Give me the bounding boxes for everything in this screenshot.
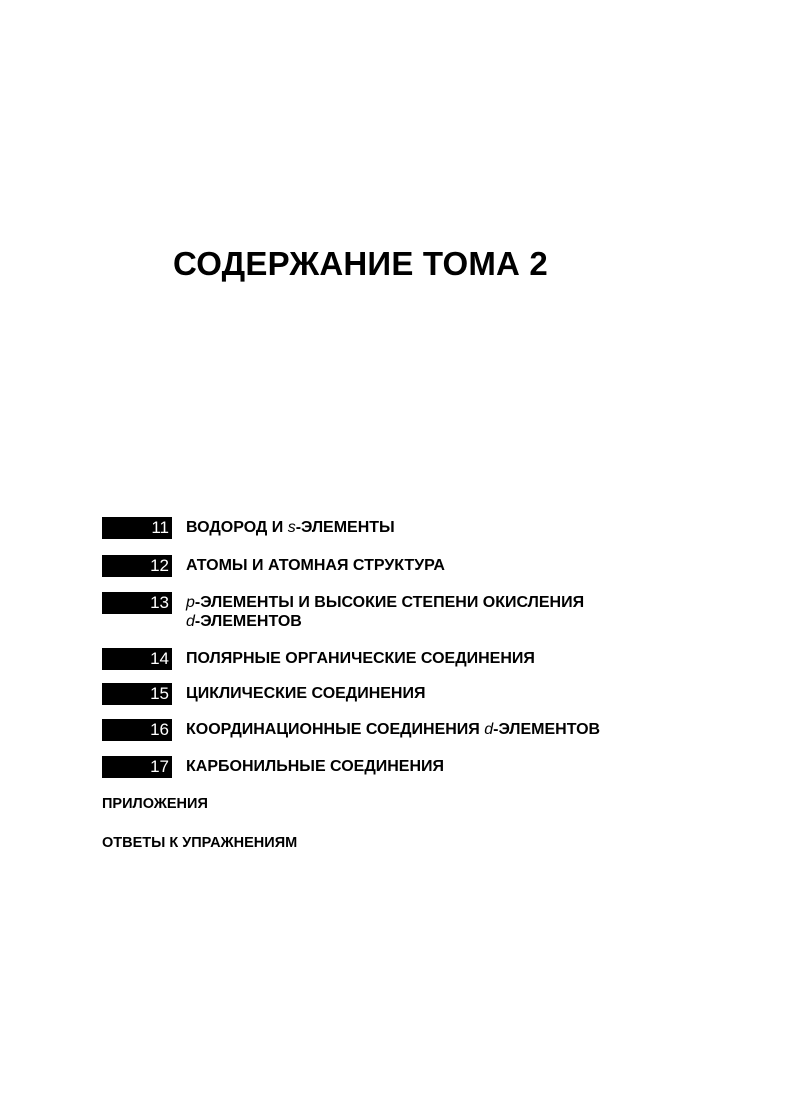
chapter-title[interactable]: ЦИКЛИЧЕСКИЕ СОЕДИНЕНИЯ <box>186 685 426 702</box>
chapter-title[interactable]: КООРДИНАЦИОННЫЕ СОЕДИНЕНИЯ d-ЭЛЕМЕНТОВ <box>186 721 601 738</box>
chapter-number-badge: 16 <box>102 719 172 741</box>
toc-entry-appendices[interactable]: ПРИЛОЖЕНИЯ <box>102 796 208 812</box>
chapter-number-badge: 15 <box>102 683 172 705</box>
chapter-title-line-1[interactable]: p-ЭЛЕМЕНТЫ И ВЫСОКИЕ СТЕПЕНИ ОКИСЛЕНИЯ <box>186 594 585 611</box>
chapter-title[interactable]: ПОЛЯРНЫЕ ОРГАНИЧЕСКИЕ СОЕДИНЕНИЯ <box>186 650 535 667</box>
chapter-title[interactable]: КАРБОНИЛЬНЫЕ СОЕДИНЕНИЯ <box>186 758 445 775</box>
chapter-number-badge: 12 <box>102 555 172 577</box>
page-title: СОДЕРЖАНИЕ ТОМА 2 <box>173 245 548 282</box>
chapter-number-badge: 17 <box>102 756 172 778</box>
chapter-title-line-2[interactable]: d-ЭЛЕМЕНТОВ <box>186 613 302 630</box>
chapter-number-badge: 11 <box>102 517 172 539</box>
chapter-title[interactable]: АТОМЫ И АТОМНАЯ СТРУКТУРА <box>186 557 445 574</box>
chapter-number-badge: 14 <box>102 648 172 670</box>
toc-entry-answers[interactable]: ОТВЕТЫ К УПРАЖНЕНИЯМ <box>102 835 298 851</box>
chapter-title[interactable]: ВОДОРОД И s-ЭЛЕМЕНТЫ <box>186 519 395 536</box>
chapter-number-badge: 13 <box>102 592 172 614</box>
